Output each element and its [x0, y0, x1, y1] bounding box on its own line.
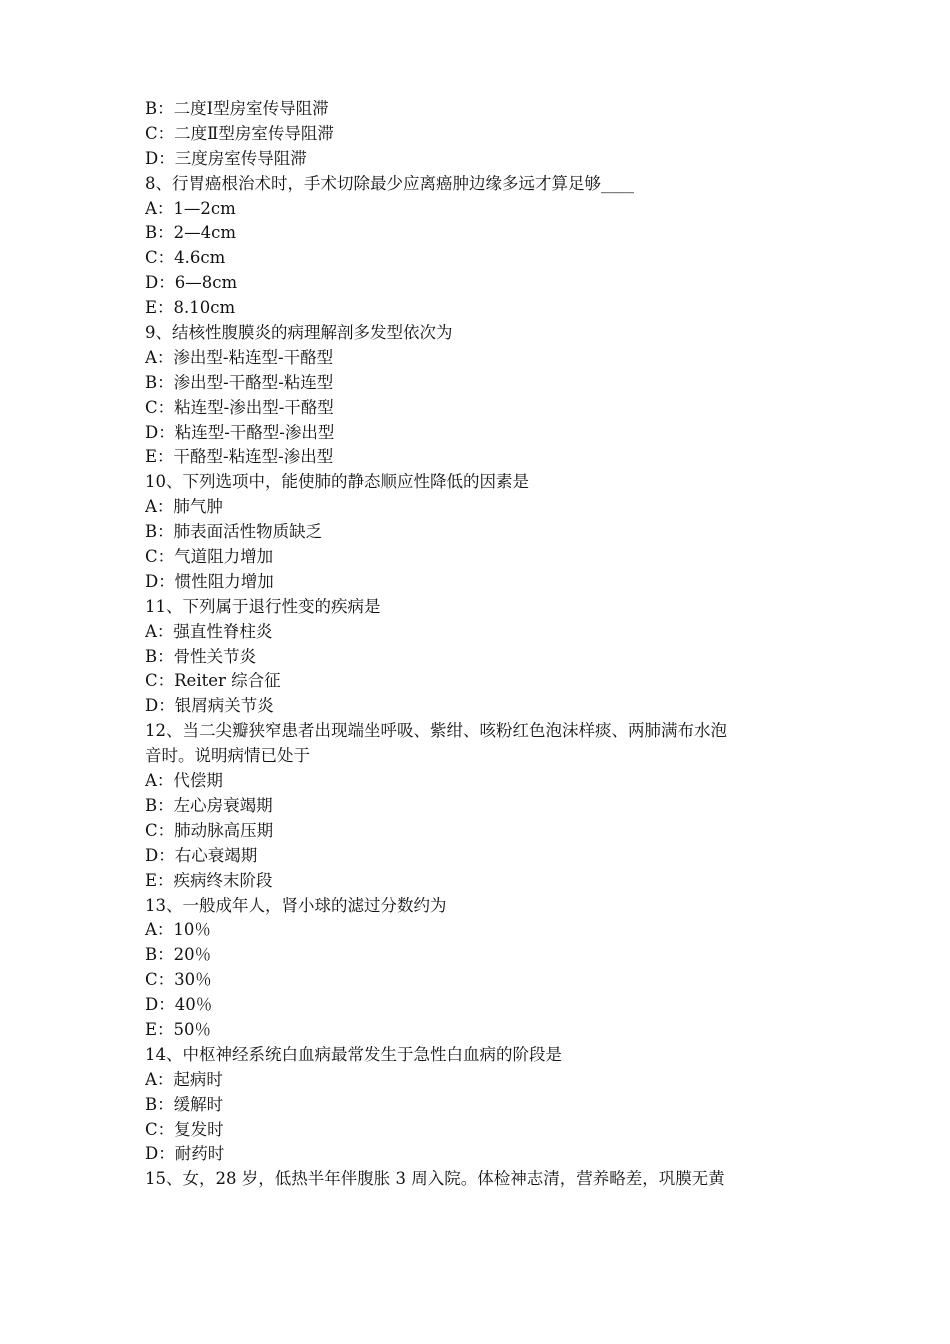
text-line: D：粘连型-干酪型-渗出型 [145, 422, 335, 442]
text-line: E：干酪型-粘连型-渗出型 [145, 447, 334, 467]
document-body [145, 97, 825, 1192]
text-line: D：惯性阻力增加 [145, 571, 274, 591]
text-line: A：强直性脊柱炎 [145, 621, 273, 641]
text-line: B：渗出型-干酪型-粘连型 [145, 372, 334, 392]
text-line: E：8.10cm [145, 298, 236, 318]
text-line: 11、下列属于退行性变的疾病是 [145, 596, 381, 616]
text-line: D：6—8cm [145, 273, 238, 293]
text-line: E：疾病终末阶段 [145, 870, 273, 890]
text-line: 13、一般成年人，肾小球的滤过分数约为 [145, 895, 447, 915]
text-line: C：复发时 [145, 1119, 224, 1139]
text-line: A：起病时 [145, 1069, 223, 1089]
text-line: D：耐药时 [145, 1144, 225, 1164]
text-line: 15、女，28 岁，低热半年伴腹胀 3 周入院。体检神志清，营养略差，巩膜无黄 [145, 1169, 725, 1189]
text-line: 音时。说明病情已处于 [145, 746, 310, 766]
text-line: 12、当二尖瓣狭窄患者出现端坐呼吸、紫绀、咳粉红色泡沫样痰、两肺满布水泡 [145, 721, 727, 741]
text-line: B：20％ [145, 945, 212, 965]
text-line: B：左心房衰竭期 [145, 795, 273, 815]
text-line: E：50％ [145, 1019, 212, 1039]
text-line: B：二度Ⅰ型房室传导阻滞 [145, 99, 329, 118]
text-line: A：10％ [145, 920, 211, 940]
text-line: 10、下列选项中，能使肺的静态顺应性降低的因素是 [145, 472, 529, 492]
text-line: D：40％ [145, 995, 213, 1015]
text-line: D：右心衰竭期 [145, 845, 258, 865]
text-line: C：Reiter 综合征 [145, 671, 281, 691]
text-line: A：渗出型-粘连型-干酪型 [145, 347, 334, 367]
text-line: B：骨性关节炎 [145, 646, 257, 666]
text-line: C：粘连型-渗出型-干酪型 [145, 397, 334, 417]
text-line: C：二度Ⅱ型房室传导阻滞 [145, 123, 334, 143]
text-line: D：三度房室传导阻滞 [145, 148, 307, 168]
text-line: 8、行胃癌根治术时，手术切除最少应离癌肿边缘多远才算足够____ [145, 173, 634, 193]
text-line: A：1—2cm [145, 198, 236, 218]
text-line: C：肺动脉高压期 [145, 820, 274, 840]
text-line: A：肺气肿 [145, 497, 223, 517]
text-line: 14、中枢神经系统白血病最常发生于急性白血病的阶段是 [145, 1044, 562, 1064]
text-line: B：2—4cm [145, 223, 237, 243]
text-line: 9、结核性腹膜炎的病理解剖多发型依次为 [145, 323, 453, 343]
text-line: B：肺表面活性物质缺乏 [145, 522, 323, 542]
text-line: D：银屑病关节炎 [145, 696, 274, 716]
text-line: B：缓解时 [145, 1094, 224, 1114]
text-line: C：30％ [145, 970, 212, 990]
text-line: C：4.6cm [145, 248, 226, 268]
text-line: C：气道阻力增加 [145, 547, 274, 567]
text-line: A：代偿期 [145, 771, 223, 791]
